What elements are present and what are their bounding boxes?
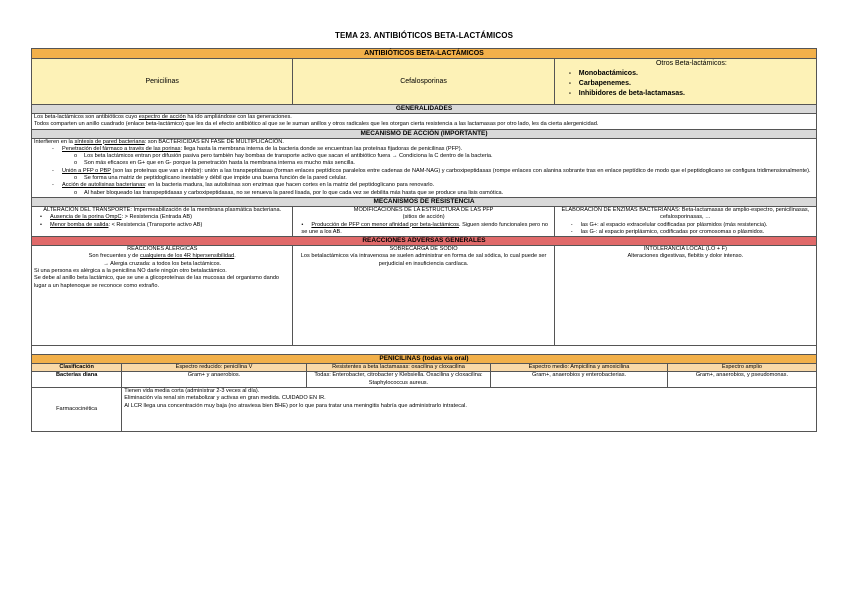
resistencia-enzimas: ELABORACIÓN DE ENZIMAS BACTERIANAS: Beta-lactamasas de amplio-espectro, penicilinasas, cefalosporinasas, … - las G+: al espacio extracelular codificadas por plásmidos (más resistencia). - las G-: al espacio periplásmico, codificadas por cromosomas o plásmidos. bbox=[554, 206, 816, 236]
adversas-heading: REACCIONES ADVERSAS GENERALES bbox=[32, 237, 817, 246]
col-header: Resistentes a beta lactamasas: oxacilina y cloxacilina bbox=[306, 364, 490, 372]
penicilinas-header: Penicilinas bbox=[32, 59, 293, 105]
banner-heading: ANTIBIÓTICOS BETA-LACTÁMICOS bbox=[32, 49, 817, 59]
col-header: Espectro medio: Ampicilina y amoxicilina bbox=[491, 364, 668, 372]
generalidades-heading: GENERALIDADES bbox=[32, 105, 817, 114]
otros-item: - Monobactámicos. bbox=[568, 70, 638, 77]
mecanismo-heading: MECANISMO DE ACCIÓN (IMPORTANTE) bbox=[32, 129, 817, 138]
row-label: Bacterias diana bbox=[32, 372, 122, 388]
resistencia-transporte: ALTERACIÓN DEL TRANSPORTE: Impermeabilización de la membrana plasmática bacteriana. • Ausencia de la porina OmpC: > Resistencia (Entrada AB) • Menor bomba de salida: < Resistencia (Transporte activo AB) bbox=[32, 206, 293, 236]
otros-item: - Inhibidores de beta-lactamasas. bbox=[568, 90, 685, 97]
resistencia-pfp: MODIFICACIONES DE LA ESTRUCTURA DE LAS PFP (sitios de acción) • Producción de PFP con menor afinidad por beta-lactámicos. Siguen siendo funcionales pero no se une a los AB. bbox=[293, 206, 554, 236]
otros-title: Otros Beta-lactámicos: bbox=[655, 60, 727, 67]
col-header: Espectro reducido: penicilina V bbox=[122, 364, 306, 372]
main-table-wrap bbox=[31, 48, 817, 432]
adversas-alergicas: REACCIONES ALÉRGICAS Son frecuentes y de cualquiera de los 4R hipersensibilidad. → Alergia cruzada: a todos los beta lactámicos. Si una persona es alérgica a la penicilina NO darle ningún otro betalactámico. Se debe al anillo beta lactámico, que se une a glicoproteínas de las mucosas del organismo dando lugar a un haptenoque se reconoce como extraño. bbox=[32, 246, 293, 346]
table-cell: Gram+, anaerobios, y pseudomonas. bbox=[667, 372, 816, 388]
table-cell: Gram+, anaerobios y enterobacterias. bbox=[491, 372, 668, 388]
cefalosporinas-header: Cefalosporinas bbox=[293, 59, 554, 105]
col-header: Clasificación bbox=[32, 364, 122, 372]
generalidades-text: Los beta-lactámicos son antibióticos cuyo espectro de acción ha ido ampliándose con las generaciones. Todos comparten un anillo cuadrado (enlace beta-lactámico) que les da el efecto antibiótico al que se le suman anillos y otros radicales que les otorgan cierta resistencia a las lactamasas por otro lado, les da cierta alergenicidad. bbox=[32, 114, 817, 130]
otros-header bbox=[554, 59, 816, 105]
overview-table bbox=[31, 48, 817, 355]
col-header: Espectro amplio bbox=[667, 364, 816, 372]
mecanismo-text: Interfieren en la síntesis de pared bacteriana: son BACTERICIDAS EN FASE DE MULTIPLICACIÓN. - Penetración del fármaco a través de las porinas: llega hasta la membrana interna de la bacteria donde se encuentran las proteínas fijadoras de penicilinas (PFP). o Los beta lactámicos entran por difusión pasiva pero también hay bombas de transporte activo que sacan el antibiótico fuera → Condiciona la C dentro de la bacteria. o Son más eficaces en G+ que en G- porque la penetración hasta la membrana interna es mucho más sencilla. - Unión a PFP o PBP (son las proteínas que van a inhibir): unión a las transpeptidasas (forman enlaces peptídicos paralelos entre cadenas de NAM-NAG) y carboxipeptidasas (rompe enlaces con alanina sobrante tras en enlace peptídico de modo que el peptidoglicano se configura tridimensionalmente). o Se forma una matriz de peptidoglicano inestable y débil que impide una buena función de la pared celular. - Acción de autolisinas bacterianas: en la bacteria madura, las autolisinas son enzimas que hacen cortes en la matriz del peptidoglicano para renovarlo. o Al haber bloqueado las transpeptidasas y carboxipeptidasas, no se renueva la pared lisada, por lo que cada vez se debilita más hasta que se produce una lisis osmótica. bbox=[32, 138, 817, 197]
adversas-sodio: SOBRECARGA DE SODIO Los betalactámicos vía intravenosa se suelen administrar en forma de sal sódica, lo cual puede ser perjudicial en insuficiencia cardíaca. bbox=[293, 246, 554, 346]
penicilinas-table bbox=[31, 354, 817, 432]
resistencia-heading: MECANISMOS DE RESISTENCIA bbox=[32, 197, 817, 206]
table-cell: Gram+ y anaerobios. bbox=[122, 372, 306, 388]
adversas-intolerancia: INTOLERANCIA LOCAL (LO + F) Alteraciones digestivas, flebitis y dolor intenso. bbox=[554, 246, 816, 346]
penicilinas-heading: PENICILINAS (todas vía oral) bbox=[32, 355, 817, 364]
page-title: TEMA 23. ANTIBIÓTICOS BETA-LACTÁMICOS bbox=[334, 31, 514, 40]
table-cell: Todas: Enterobacter, citrobacter y Klebsiella. Oxacilina y cloxacilina: Staphylococcus aureus. bbox=[306, 372, 490, 388]
row-label: Farmacocinética bbox=[32, 388, 122, 432]
otros-item: - Carbapenemes. bbox=[568, 80, 631, 87]
farmacocinetica-text: Tienen vida media corta (administrar 2-3 veces al día). Eliminación vía renal sin metabolizar y activas en gran medida. CUIDADO EN IR. Al LCR llega una concentración muy baja (no atraviesa bien BHE) por lo que para tratar una meningitis habría que administrarlo intratecal. bbox=[122, 388, 817, 432]
